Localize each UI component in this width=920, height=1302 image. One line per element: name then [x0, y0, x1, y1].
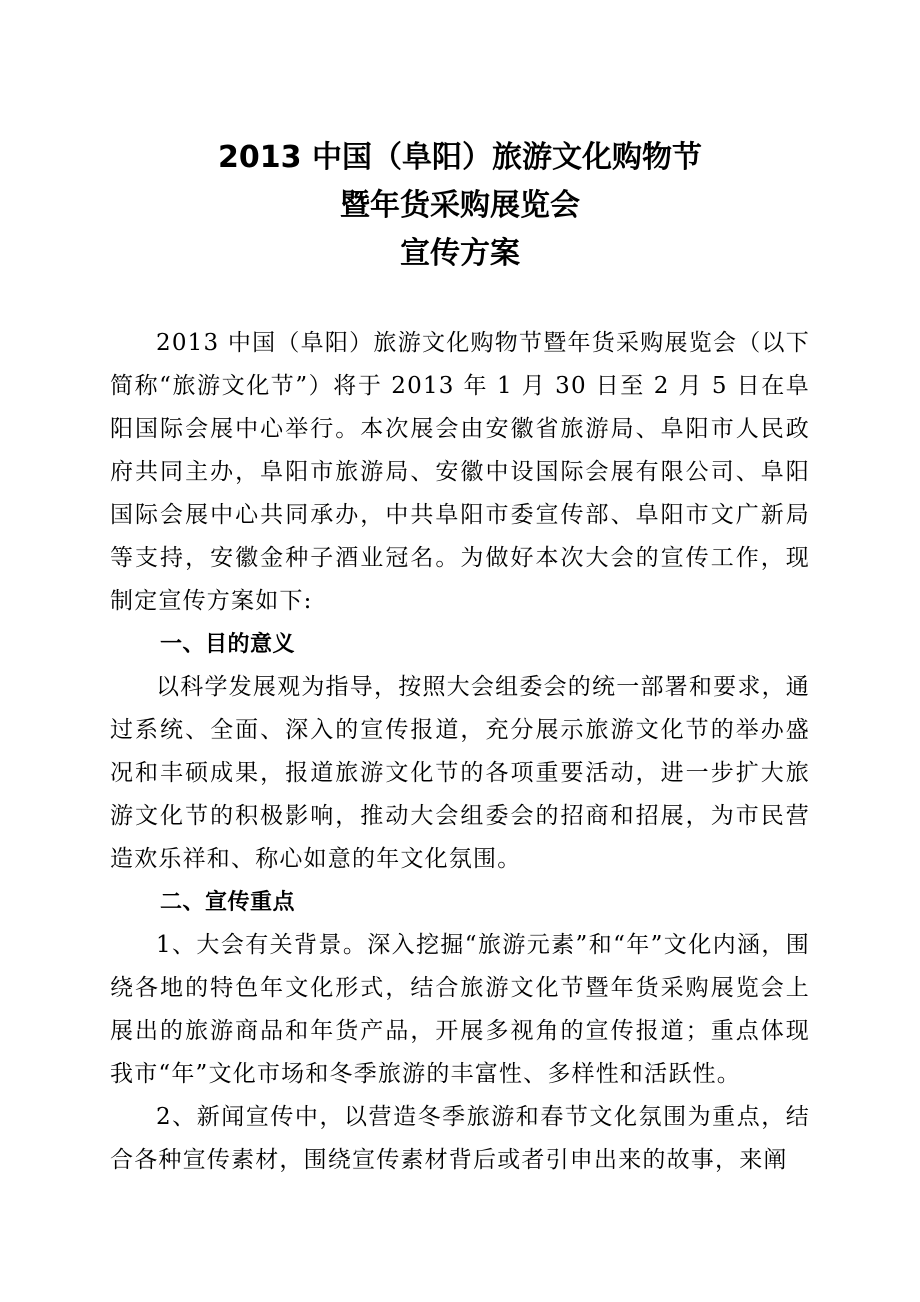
document-title — [110, 134, 810, 278]
focus-paragraph-2: 2、新闻宣传中，以营造冬季旅游和春节文化氛围为重点，结合各种宣传素材，围绕宣传素材背后或者引申出来的故事，来阐 — [110, 1104, 810, 1173]
section-heading-focus: 二、宣传重点 — [160, 890, 296, 915]
section-heading-purpose: 一、目的意义 — [160, 632, 296, 657]
title-line-1: 2013 中国（阜阳）旅游文化购物节 — [218, 140, 702, 175]
title-line-2: 暨年货采购展览会 — [340, 188, 580, 223]
purpose-paragraph: 以科学发展观为指导，按照大会组委会的统一部署和要求，通过系统、全面、深入的宣传报道，充分展示旅游文化节的举办盛况和丰硕成果，报道旅游文化节的各项重要活动，进一步扩大旅游文化节的积极影响，推动大会组委会的招商和招展，为市民营造欢乐祥和、称心如意的年文化氛围。 — [110, 674, 810, 872]
intro-paragraph: 2013 中国（阜阳）旅游文化购物节暨年货采购展览会（以下简称“旅游文化节”）将于 2013 年 1 月 30 日至 2 月 5 日在阜阳国际会展中心举行。本次展会由安徽省旅游局、阜阳市人民政府共同主办，阜阳市旅游局、安徽中设国际会展有限公司、阜阳国际会展中心共同承办，中共阜阳市委宣传部、阜阳市文广新局等支持，安徽金种子酒业冠名。为做好本次大会的宣传工作，现制定宣传方案如下: — [110, 330, 810, 614]
title-line-3: 宣传方案 — [400, 236, 520, 271]
document-body — [110, 322, 810, 1182]
focus-paragraph-1: 1、大会有关背景。深入挖掘“旅游元素”和“年”文化内涵，围绕各地的特色年文化形式，结合旅游文化节暨年货采购展览会上展出的旅游商品和年货产品，开展多视角的宣传报道；重点体现我市“年”文化市场和冬季旅游的丰富性、多样性和活跃性。 — [110, 932, 810, 1087]
